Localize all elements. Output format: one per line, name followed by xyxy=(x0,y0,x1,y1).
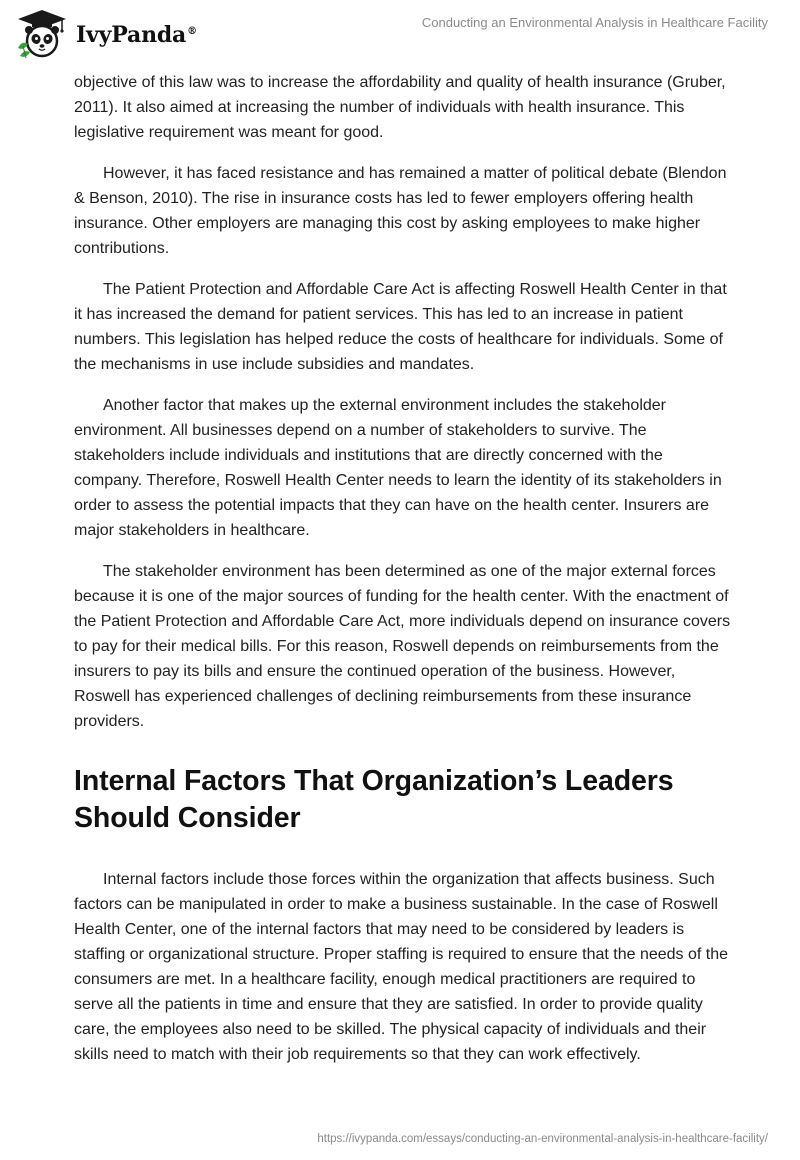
panda-graduate-icon xyxy=(14,8,70,60)
paragraph: Internal factors include those forces within the organization that affects business. Such factors can be manipulated in order to make a business sustainable. In the case of Roswell Health Center, one of the internal factors that may need to be considered by leaders is staffing or organizational structure. Proper staffing is required to ensure that the needs of the consumers are met. In a healthcare facility, enough medical practitioners are required to serve all the patients in time and ensure that they are satisfied. In order to provide quality care, the employees also need to be skilled. The physical capacity of individuals and their skills need to match with their job requirements so that they can work effectively. xyxy=(74,871,729,1063)
brand-name xyxy=(76,22,197,48)
paragraph: However, it has faced resistance and has remained a matter of political debate (Blendon & Benson, 2010). The rise in insurance costs has led to fewer employers offering health insurance. Other employers are managing this cost by asking employees to make higher contributions. xyxy=(74,165,727,257)
section-heading: Internal Factors That Organization’s Leaders Should Consider xyxy=(74,765,674,834)
brand-label: IvyPanda xyxy=(76,22,187,48)
paragraph: Another factor that makes up the external environment includes the stakeholder environment. All businesses depend on a number of stakeholders to survive. The stakeholders include individuals and institutions that are directly concerned with the company. Therefore, Roswell Health Center needs to learn the identity of its stakeholders in order to assess the potential impacts that they can have on the health center. Insurers are major stakeholders in healthcare. xyxy=(74,397,722,539)
document-title: Conducting an Environmental Analysis in Healthcare Facility xyxy=(421,15,768,30)
source-url[interactable]: https://ivypanda.com/essays/conducting-an-environmental-analysis-in-healthcare-facility/ xyxy=(317,1133,768,1145)
paragraph: The stakeholder environment has been determined as one of the major external forces because it is one of the major sources of funding for the health center. With the enactment of the Patient Protection and Affordable Care Act, more individuals depend on insurance covers to pay for their medical bills. For this reason, Roswell depends on reimbursements from the insurers to pay its bills and ensure the continued operation of the business. However, Roswell has experienced challenges of declining reimbursements from these insurance providers. xyxy=(74,563,731,730)
ivypanda-logo[interactable] xyxy=(14,8,197,60)
paragraph: The Patient Protection and Affordable Care Act is affecting Roswell Health Center in that it has increased the demand for patient services. This has led to an increase in patient numbers. This legislation has helped reduce the costs of healthcare for individuals. Some of the mechanisms in use include subsidies and mandates. xyxy=(74,281,727,373)
paragraph: objective of this law was to increase the affordability and quality of health insurance (Gruber, 2011). It also aimed at increasing the number of individuals with health insurance. This legislative requirement was meant for good. xyxy=(74,74,726,141)
essay-content xyxy=(74,70,734,1083)
page-header xyxy=(0,0,800,70)
registered-mark: ® xyxy=(187,25,197,37)
